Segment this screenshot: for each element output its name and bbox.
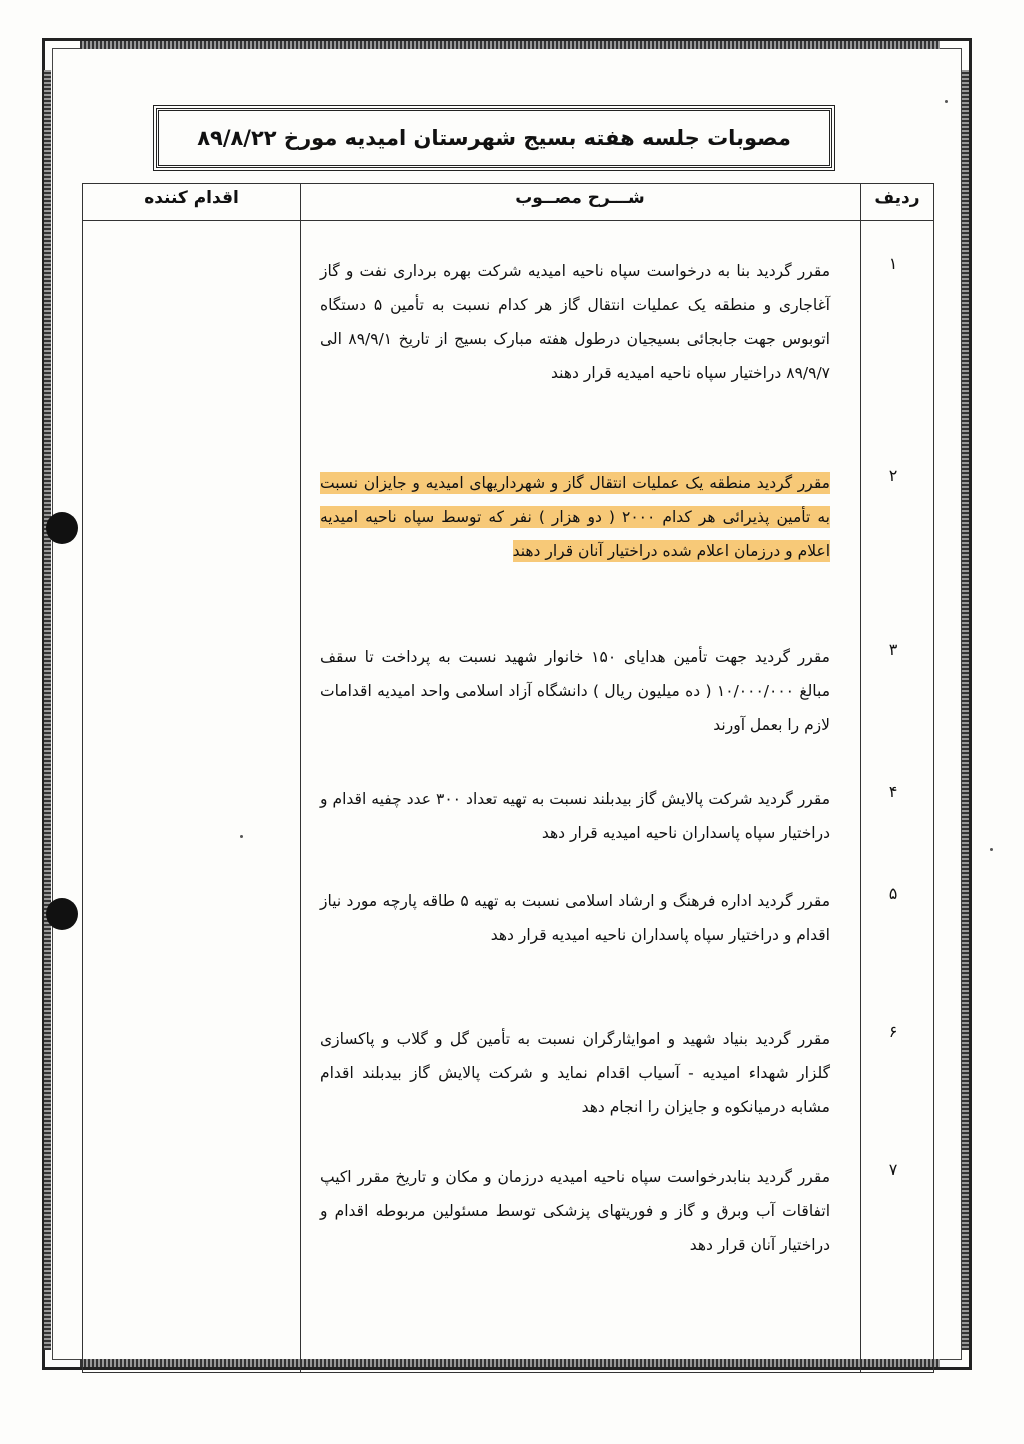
row-number: ۳ <box>888 640 898 659</box>
binder-hole-top <box>46 512 78 544</box>
row-description: مقرر گردید منطقه یک عملیات انتقال گاز و شهرداریهای امیدیه و جایزان نسبت به تأمین پذیرائی هر کدام ۲۰۰۰ ( دو هزار ) نفر که توسط سپاه ناحیه امیدیه اعلام و درزمان اعلام شده دراختیار آنان قرار دهند <box>320 474 830 560</box>
column-divider <box>860 184 861 1372</box>
row-description: مقرر گردید بنا به درخواست سپاه ناحیه امیدیه شرکت بهره برداری نفت و گاز آغاجاری و منطقه یک عملیات انتقال گاز هر کدام نسبت به تأمین ۵ دستگاه اتوبوس جهت جابجائی بسیجیان درطول هفته مبارک بسیج از تاریخ ۸۹/۹/۱ الی ۸۹/۹/۷ دراختیار سپاه ناحیه امیدیه قرار دهند <box>320 262 830 382</box>
row-description: مقرر گردید بنیاد شهید و اموایثارگران نسبت به تأمین گل و گلاب و پاکسازی گلزار شهداء امیدیه - آسیاب اقدام نماید و شرکت پالایش گاز بیدبلند اقدام مشابه درمیانکوه و جایزان را انجام دهد <box>320 1030 830 1116</box>
row-description: مقرر گردید اداره فرهنگ و ارشاد اسلامی نسبت به تهیه ۵ طاقه پارچه مورد نیاز اقدام و دراختیار سپاه پاسداران ناحیه امیدیه قرار دهد <box>320 892 830 944</box>
row-description: مقرر گردید بنابدرخواست سپاه ناحیه امیدیه درزمان و مکان و تاریخ مقرر اکیپ اتفاقات آب وبرق و گاز و فوریتهای پزشکی توسط مسئولین مربوطه اقدام و دراختیار آنان قرار دهد <box>320 1168 830 1254</box>
row-description: مقرر گردید جهت تأمین هدایای ۱۵۰ خانوار شهید نسبت به پرداخت تا سقف مبالغ ۱۰/۰۰۰/۰۰۰ ( ده میلیون ریال ) دانشگاه آزاد اسلامی واحد امیدیه اقدامات لازم را بعمل آورند <box>320 648 831 734</box>
row-number: ۶ <box>888 1022 898 1041</box>
border-hatch-right <box>962 70 969 1350</box>
header-actor: اقدام کننده <box>144 188 239 208</box>
row-number: ۷ <box>888 1160 898 1179</box>
page-title: مصوبات جلسه هفته بسیج شهرستان امیدیه مورخ ۸۹/۸/۲۲ <box>156 108 832 168</box>
table-header-row <box>83 184 933 221</box>
border-hatch-top <box>80 41 940 49</box>
column-divider <box>300 184 301 1372</box>
row-number: ۱ <box>888 254 898 273</box>
scan-speck <box>945 100 948 103</box>
row-description: مقرر گردید شرکت پالایش گاز بیدبلند نسبت به تهیه تعداد ۳۰۰ عدد چفیه اقدام و دراختیار سپاه پاسداران ناحیه امیدیه قرار دهد <box>320 790 830 842</box>
row-number: ۴ <box>888 782 898 801</box>
row-number: ۲ <box>888 466 898 485</box>
row-description-wrapper <box>320 466 830 568</box>
scan-speck <box>990 848 993 851</box>
header-description: شـــرح مصــوب <box>515 188 645 208</box>
header-row-number: ردیف <box>874 188 920 208</box>
row-number: ۵ <box>888 884 898 903</box>
binder-hole-bottom <box>46 898 78 930</box>
border-hatch-left <box>44 70 51 1350</box>
